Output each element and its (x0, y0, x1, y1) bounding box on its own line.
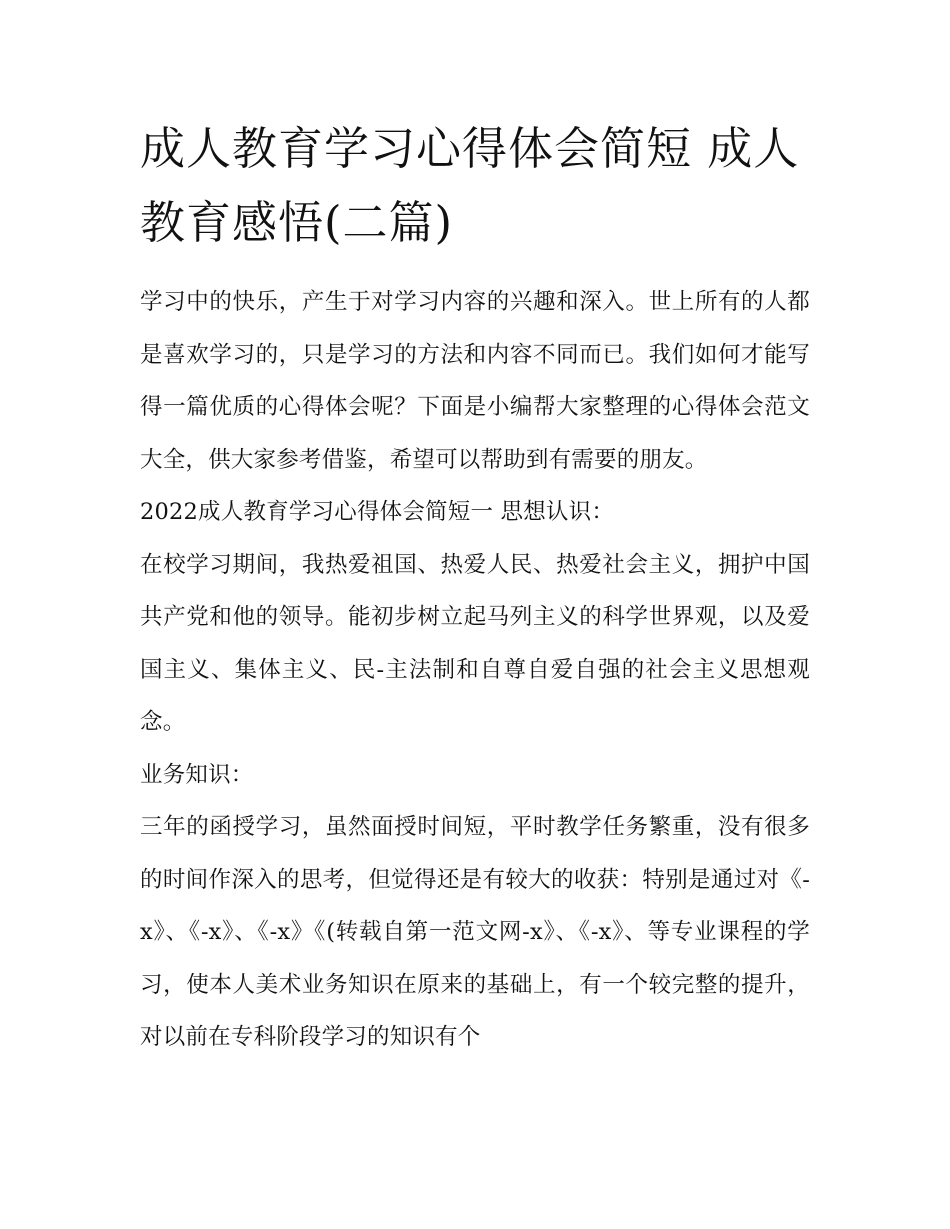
section-heading-business: 业务知识： (140, 761, 254, 788)
section-heading-thought: 2022成人教育学习心得体会简短一 思想认识： (140, 499, 615, 525)
thought-paragraph: 在校学习期间，我热爱祖国、热爱人民、热爱社会主义，拥护中国共产党和他的领导。能初步树立起马列主义的科学世界观，以及爱国主义、集体主义、民-主法制和自尊自爱自强的社会主义思想观念。 (140, 551, 810, 735)
intro-paragraph: 学习中的快乐，产生于对学习内容的兴趣和深入。世上所有的人都是喜欢学习的，只是学习的方法和内容不同而已。我们如何才能写得一篇优质的心得体会呢？下面是小编帮大家整理的心得体会范文大全，供大家参考借鉴，希望可以帮助到有需要的朋友。 (140, 289, 810, 473)
document-title: 成人教育学习心得体会简短 成人教育感悟(二篇) (140, 122, 800, 249)
document-body (140, 276, 810, 1064)
business-paragraph: 三年的函授学习，虽然面授时间短，平时教学任务繁重，没有很多的时间作深入的思考，但觉得还是有较大的收获：特别是通过对《-x》、《-x》、《-x》《(转载自第一范文网-x》、《-x》、等专业课程的学习，使本人美术业务知识在原来的基础上，有一个较完整的提升，对以前在专科阶段学习的知识有个 (140, 814, 810, 1050)
